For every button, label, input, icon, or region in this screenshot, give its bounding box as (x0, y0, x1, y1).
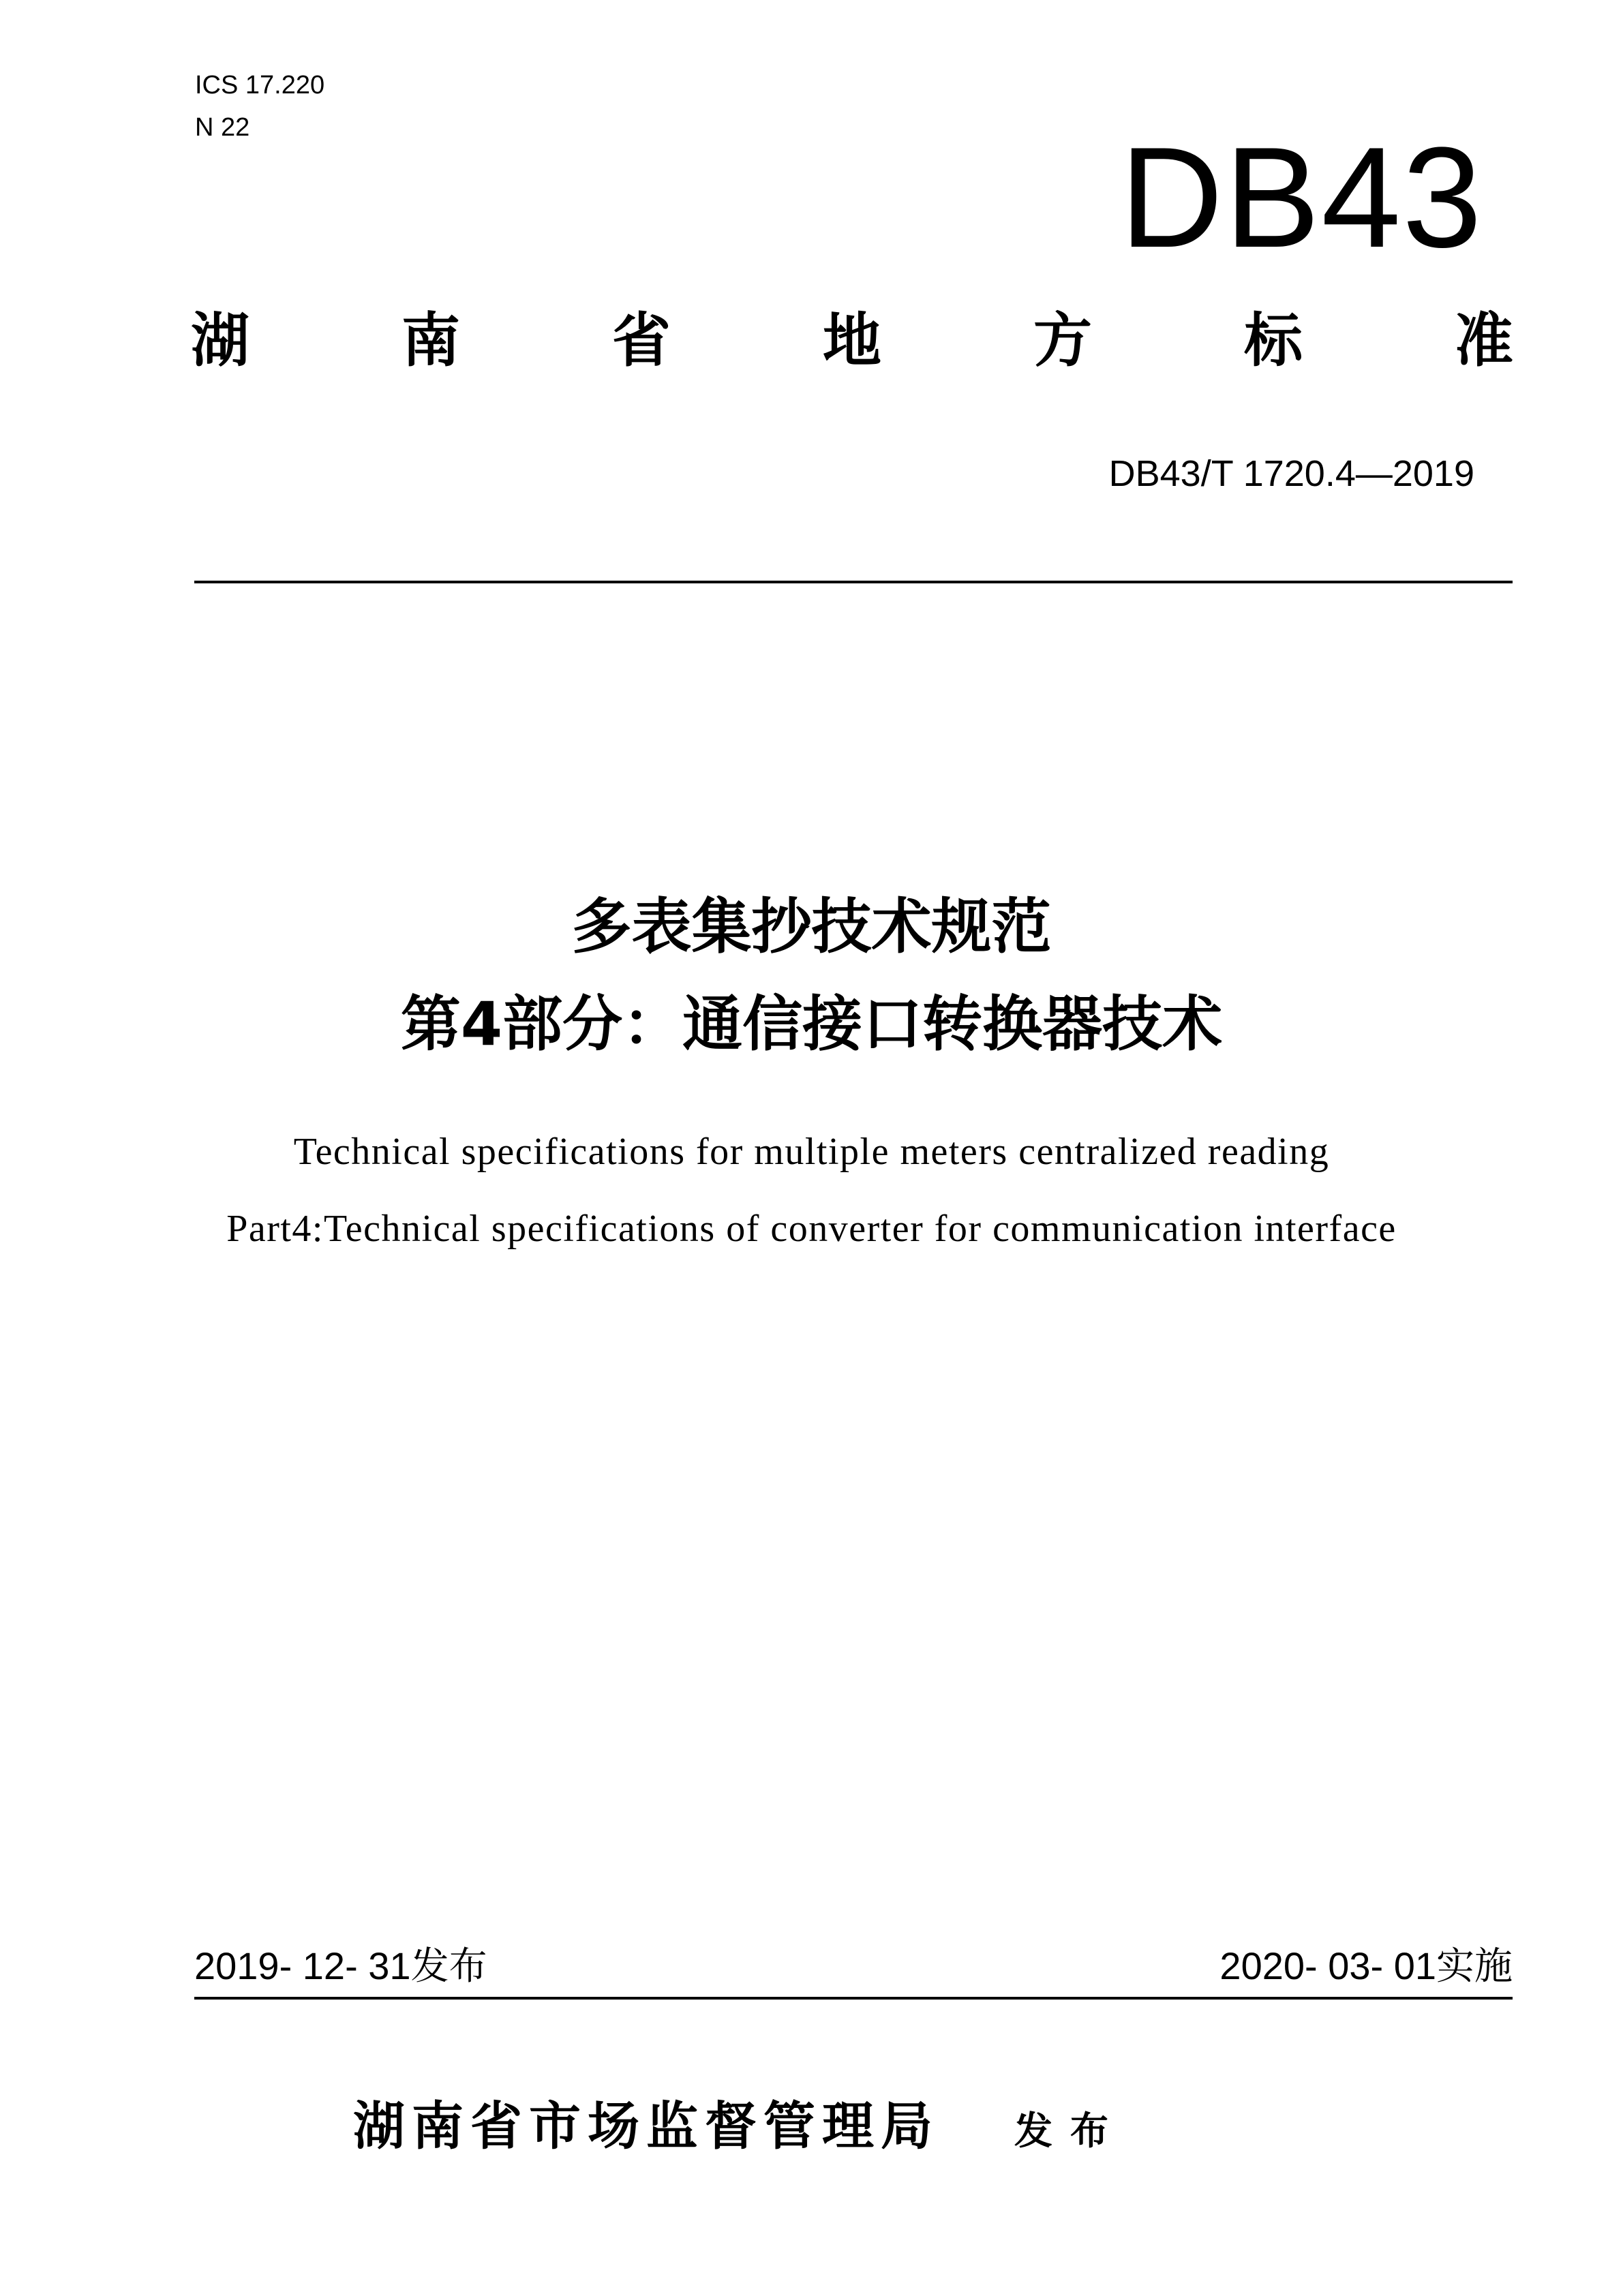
standard-type-char: 准 (1455, 307, 1513, 375)
standard-type-char: 地 (823, 307, 881, 375)
standard-type-char: 省 (612, 307, 671, 375)
issuing-authority: 湖南省市场监督管理局 (353, 2096, 939, 2156)
title-chinese-line-2: 第4部分：通信接口转换器技术 (400, 989, 1223, 1059)
publish-date: 2019- 12- 31发布 (194, 1944, 487, 1987)
title-english-line-1: Technical specifications for multiple meters centralized reading (293, 1131, 1330, 1173)
ics-code: ICS 17.220 (195, 71, 325, 100)
standard-type-char: 方 (1033, 307, 1092, 375)
footer-divider (194, 1997, 1513, 2000)
classification-codes (195, 64, 324, 149)
issue-label: 发布 (1014, 2109, 1126, 2154)
standard-code-mark: DB43 (1119, 117, 1483, 277)
standard-type-heading (191, 303, 1513, 378)
ccs-code: N 22 (195, 113, 250, 142)
standard-type-char: 标 (1244, 307, 1303, 375)
title-english-line-2: Part4:Technical specifications of converter for communication interface (226, 1208, 1397, 1250)
issuer-line (353, 2092, 1126, 2166)
standard-type-char: 南 (401, 307, 460, 375)
standard-number: DB43/T 1720.4—2019 (1108, 453, 1474, 494)
implementation-date: 2020- 03- 01实施 (1219, 1944, 1513, 1987)
standard-type-char: 湖 (191, 307, 249, 375)
header-divider (194, 581, 1513, 583)
title-chinese-line-1: 多表集抄技术规范 (571, 891, 1052, 962)
